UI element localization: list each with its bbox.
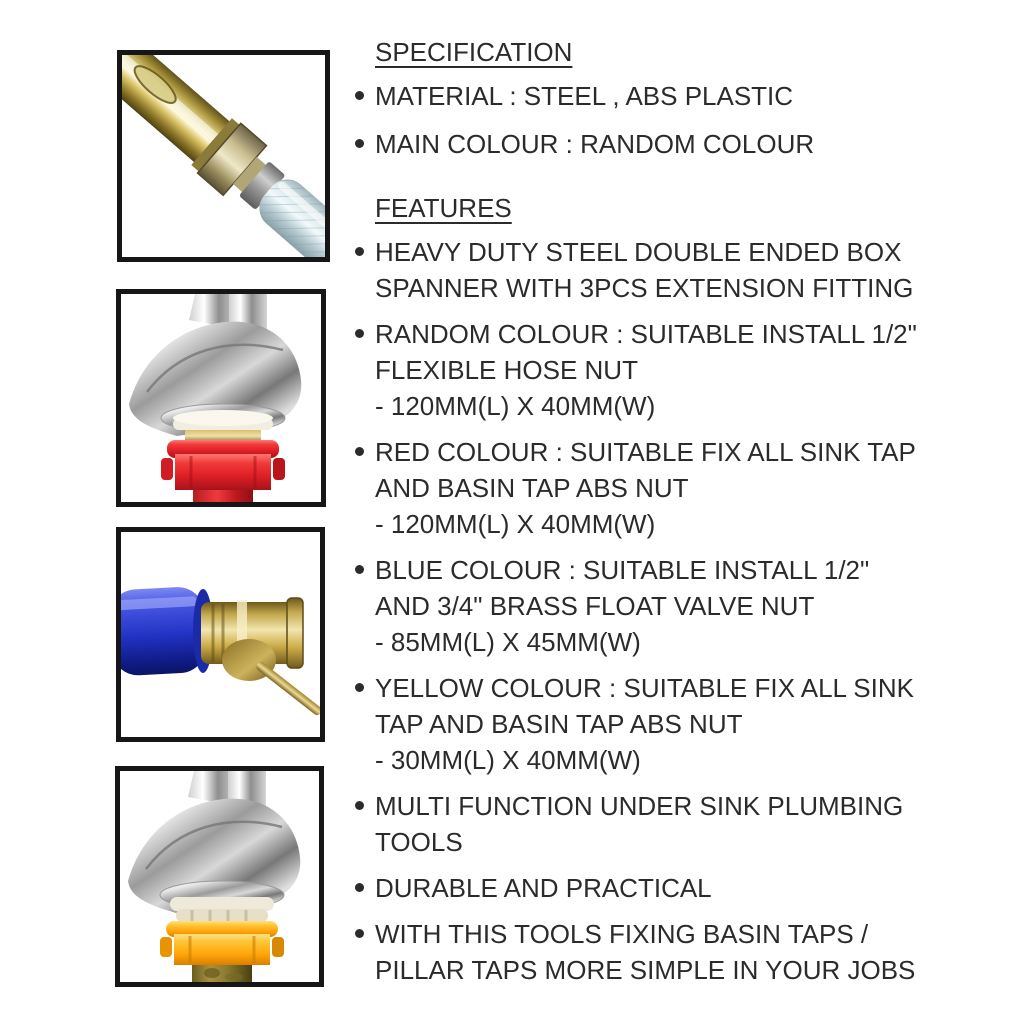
- photo-frame-tap-yellow-nut: [115, 766, 324, 987]
- feature-item: [352, 870, 1020, 906]
- bullet-icon: [355, 139, 364, 148]
- photo-frame-blue-float-valve: [116, 527, 325, 742]
- spanner-hose-photo-icon: [122, 55, 325, 257]
- bullet-icon: [355, 247, 364, 256]
- bullet-icon: [355, 447, 364, 456]
- bullet-icon: [355, 91, 364, 100]
- spec-item: [352, 78, 1020, 114]
- photo-frame-spanner-hose: [117, 50, 330, 262]
- spec-item-text: MAIN COLOUR : RANDOM COLOUR: [375, 129, 815, 159]
- spec-item: [352, 126, 1020, 162]
- feature-item: [352, 670, 1020, 778]
- tap-yellow-nut-photo-icon: [120, 771, 319, 982]
- blue-float-valve-photo-icon: [121, 532, 320, 737]
- bullet-icon: [355, 883, 364, 892]
- bullet-icon: [355, 329, 364, 338]
- feature-item: [352, 234, 1020, 306]
- feature-item: [352, 552, 1020, 660]
- feature-item-text: DURABLE AND PRACTICAL: [375, 873, 712, 903]
- photo-frame-tap-red-nut: [116, 289, 326, 507]
- feature-item: [352, 434, 1020, 542]
- spec-item-text: MATERIAL : STEEL , ABS PLASTIC: [375, 81, 794, 111]
- specification-heading: SPECIFICATION: [375, 37, 573, 67]
- feature-item-text: MULTI FUNCTION UNDER SINK PLUMBING TOOLS: [375, 791, 904, 857]
- specification-section: [352, 34, 1020, 162]
- features-heading: FEATURES: [375, 193, 512, 223]
- bullet-icon: [355, 683, 364, 692]
- feature-item: [352, 316, 1020, 424]
- spec-text-column: [352, 34, 1020, 998]
- bullet-icon: [355, 929, 364, 938]
- feature-item-text: BLUE COLOUR : SUITABLE INSTALL 1/2" AND 3/4" BRASS FLOAT VALVE NUT - 85MM(L) X 45MM(W): [375, 555, 870, 657]
- feature-item-text: HEAVY DUTY STEEL DOUBLE ENDED BOX SPANNER WITH 3PCS EXTENSION FITTING: [375, 237, 914, 303]
- feature-item: [352, 916, 1020, 988]
- bullet-icon: [355, 565, 364, 574]
- features-list: [352, 234, 1020, 988]
- bullet-icon: [355, 801, 364, 810]
- specification-list: [352, 78, 1020, 162]
- feature-item: [352, 788, 1020, 860]
- feature-item-text: RED COLOUR : SUITABLE FIX ALL SINK TAP AND BASIN TAP ABS NUT - 120MM(L) X 40MM(W): [375, 437, 916, 539]
- feature-item-text: WITH THIS TOOLS FIXING BASIN TAPS / PILLAR TAPS MORE SIMPLE IN YOUR JOBS: [375, 919, 916, 985]
- feature-item-text: YELLOW COLOUR : SUITABLE FIX ALL SINK TAP AND BASIN TAP ABS NUT - 30MM(L) X 40MM(W): [375, 673, 914, 775]
- features-section: [352, 190, 1020, 988]
- feature-item-text: RANDOM COLOUR : SUITABLE INSTALL 1/2" FLEXIBLE HOSE NUT - 120MM(L) X 40MM(W): [375, 319, 917, 421]
- tap-red-nut-photo-icon: [121, 294, 321, 502]
